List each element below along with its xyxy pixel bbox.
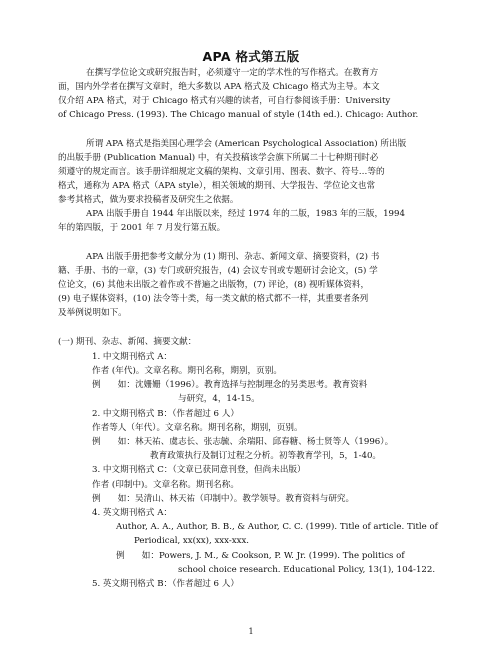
paragraph-line: 及举例说明如下。 xyxy=(58,308,127,318)
paragraph-line: 格式，通称为 APA 格式（APA style），相关领域的期刊、大学报告、学位论文也常 xyxy=(58,181,376,191)
list-item: 例 如：沈姗姗（1996）。教育选择与控制理念的另类思考。教育资料 xyxy=(92,380,368,390)
list-item: 与研究，4，14-15。 xyxy=(178,394,260,404)
document-title: APA 格式第五版 xyxy=(202,49,300,64)
section-heading: (一) 期刊、杂志、新闻、摘要文献： xyxy=(58,337,197,347)
paragraph-line: 在撰写学位论文或研究报告时，必须遵守一定的学术性的写作格式。在教育方 xyxy=(86,68,379,78)
list-item: 作者 (年代)。文章名称。期刊名称，期别，页别。 xyxy=(92,366,282,376)
list-item: 作者等人（年代）。文章名称。期刊名称，期别，页别。 xyxy=(92,423,303,433)
list-item: school choice research. Educational Policy, 13(1), 104-122. xyxy=(178,565,436,575)
page-number: 1 xyxy=(248,627,254,636)
paragraph-line: APA 出版手册把参考文献分为 (1) 期刊、杂志、新闻文章、摘要资料，(2) 书 xyxy=(86,252,380,262)
paragraph-line: 籍、手册、书的一章，(3) 专门或研究报告，(4) 会议专刊或专题研讨会论文，(5) 学 xyxy=(58,266,378,276)
list-item: 2. 中文期刊格式 B：（作者超过 6 人） xyxy=(92,409,239,419)
paragraph-line: 年的第四版，于 2001 年 7 月发行第五版。 xyxy=(58,223,226,233)
paragraph-line: 所谓 APA 格式是指美国心理学会 (American Psychological Association) 所出版 xyxy=(86,139,407,149)
list-item: 例 如：林天祐、虞志长、张志毓、余瑞阳、邱春糖、杨士贤等人（1996）。 xyxy=(92,437,394,447)
list-item: 作者 (印制中)。文章名称。期刊名称。 xyxy=(92,480,239,490)
list-item: 4. 英文期刊格式 A： xyxy=(92,508,173,518)
paragraph-line: (9) 电子媒体资料，(10) 法令等十类，每一类文献的格式都不一样，其重要者条列 xyxy=(58,294,369,304)
paragraph-line: 参考其格式，做为要求投稿者及研究生之依据。 xyxy=(58,195,239,205)
list-item: Periodical, xx(xx), xxx-xxx. xyxy=(134,536,250,546)
list-item: 例 如：吴清山、林天祐（印制中）。教学领导。教育资料与研究。 xyxy=(92,494,355,504)
list-item: 3. 中文期刊格式 C：（文章已获同意刊登，但尚未出版） xyxy=(92,465,306,475)
paragraph-line: 仅介绍 APA 格式，对于 Chicago 格式有兴趣的读者，可自行参阅该手册：University xyxy=(58,96,391,106)
list-item: 5. 英文期刊格式 B：（作者超过 6 人） xyxy=(92,579,239,589)
paragraph-line: 位论文，(6) 其他未出版之着作或不普遍之出版物，(7) 评论，(8) 视听媒体资料， xyxy=(58,280,370,290)
paragraph-line: 的出版手册 (Publication Manual) 中，有关投稿该学会旗下所属二十七种期刊时必 xyxy=(58,153,379,163)
list-item: 1. 中文期刊格式 A： xyxy=(92,352,173,362)
list-item: Author, A. A., Author, B. B., & Author, C. C. (1999). Title of article. Title of xyxy=(116,522,438,532)
paragraph-line: 须遵守的规定而言。该手册详细规定文稿的架构、文章引用、图表、数字、符号…等的 xyxy=(58,167,385,177)
list-item: 例 如：Powers, J. M., & Cookson, P. W. Jr. (1999). The politics of xyxy=(116,551,405,561)
paragraph-line: of Chicago Press. (1993). The Chicago manual of style (14th ed.). Chicago: Author. xyxy=(58,110,419,120)
paragraph-line: APA 出版手册自 1944 年出版以来，经过 1974 年的二版，1983 年的三版，1994 xyxy=(86,209,405,219)
paragraph-line: 面，国内外学者在撰写文章时，绝大多数以 APA 格式及 Chicago 格式为主导。本文 xyxy=(58,82,380,92)
list-item: 教育政策执行及制订过程之分析。初等教育学刊，5，1-40。 xyxy=(150,451,382,461)
